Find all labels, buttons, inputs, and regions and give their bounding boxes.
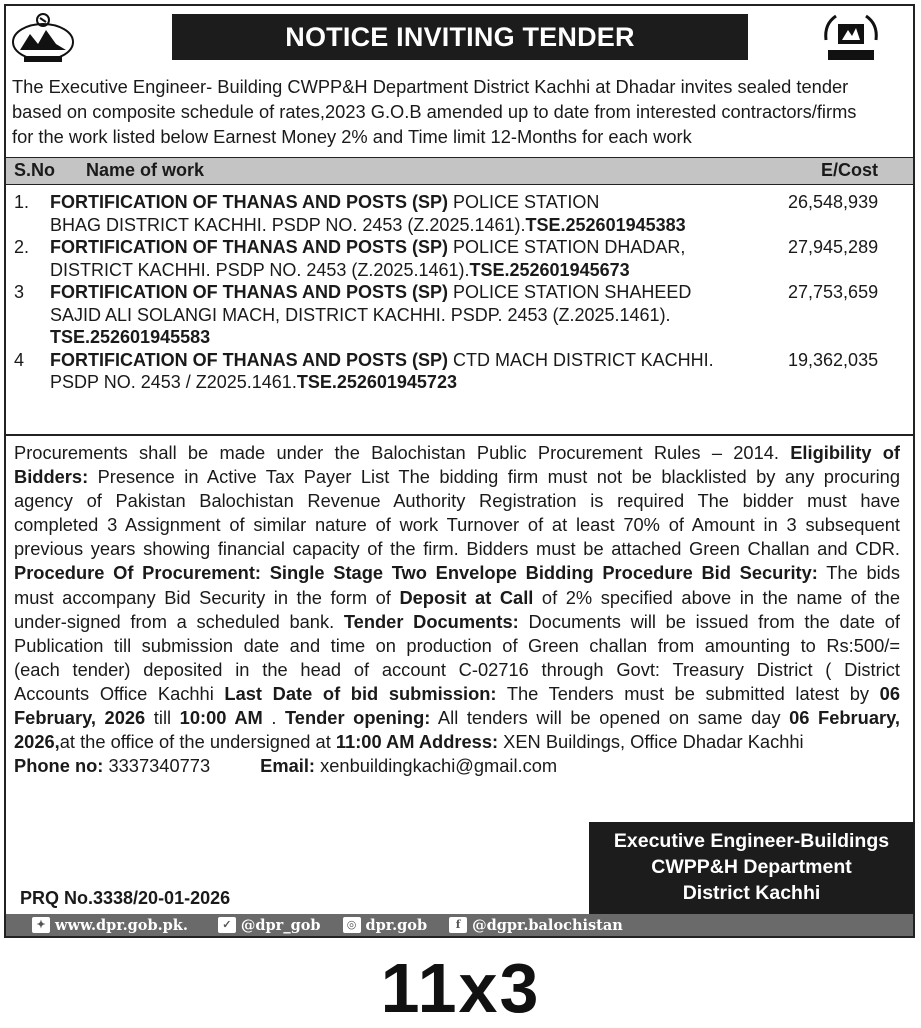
footer-facebook[interactable] — [449, 917, 623, 934]
body-line: Bidders: Presence in Active Tax Payer List The bidding firm must not be blacklisted by any procuring — [14, 466, 900, 488]
body-line: agency of Pakistan Balochistan Revenue Authority Registration is required The bidder must have — [14, 490, 900, 512]
phone-label: Phone no: — [14, 755, 104, 777]
signature-title: Executive Engineer-Buildings — [613, 830, 890, 852]
body-line: must accompany Bid Security in the form of Deposit at Call of 2% specified above in the name of the — [14, 586, 901, 608]
section-divider — [6, 434, 913, 436]
work-psdp: BHAG DISTRICT KACHHI. PSDP NO. 2453 (Z.2025.1461). — [50, 214, 526, 235]
table-row — [12, 191, 907, 236]
body-line: Publication till submission date and time on production of Green challan from amounting to Rs:500/= — [14, 634, 900, 656]
intro-line: based on composite schedule of rates,2023 G.O.B amended up to date from interested contractors/firms — [12, 101, 857, 122]
estimated-cost: 26,548,939 — [788, 192, 879, 212]
body-line: previous years showing financial capacity of the firm. Bidders must be attached Green Challan and CDR. — [14, 538, 900, 560]
facebook-icon: f — [449, 917, 467, 933]
work-name — [50, 281, 750, 349]
signature-block — [589, 822, 914, 914]
work-title: FORTIFICATION OF THANAS AND POSTS (SP) — [50, 192, 448, 212]
ad-size-code: 11x3 — [380, 949, 541, 1027]
phone-number[interactable]: 3337340773 — [103, 755, 211, 777]
body-line: (each tender) deposited in the head of account C-02716 through Govt: Treasury District ( District — [14, 658, 900, 680]
signature-department: CWPP&H Department — [651, 856, 852, 878]
balochistan-emblem-icon — [10, 10, 76, 66]
intro-line: for the work listed below Earnest Money 2% and Time limit 12-Months for each work — [12, 126, 692, 147]
instagram-icon: ◎ — [343, 917, 361, 933]
work-location: POLICE STATION SHAHEED — [448, 282, 692, 302]
tse-number: TSE.252601945723 — [296, 372, 457, 392]
tse-number: TSE.252601945583 — [50, 327, 211, 347]
body-line: Procurements shall be made under the Balochistan Public Procurement Rules – 2014. Eligibility of — [14, 442, 900, 463]
estimated-cost: 27,753,659 — [788, 282, 879, 302]
work-name — [50, 191, 750, 236]
body-line: Accounts Office Kachhi Last Date of bid submission: The Tenders must be submitted latest by 06 — [14, 682, 901, 704]
notice-title: NOTICE INVITING TENDER — [172, 14, 748, 60]
work-name — [50, 236, 750, 281]
work-psdp: DISTRICT KACHHI. PSDP NO. 2453 (Z.2025.1461). — [50, 259, 470, 280]
work-name — [50, 349, 750, 394]
col-name-of-work: Name of work — [86, 160, 205, 180]
table-row — [12, 236, 907, 281]
tse-number: TSE.252601945673 — [469, 259, 630, 280]
body-line: 2026,at the office of the undersigned at 11:00 AM Address: XEN Buildings, Office Dhadar Kachhi — [14, 731, 804, 753]
website-link[interactable]: www.dpr.gob.pk. — [55, 916, 188, 934]
works-table-header — [6, 157, 913, 185]
col-ecost: E/Cost — [821, 160, 879, 180]
row-number: 1. — [14, 192, 30, 212]
table-row — [12, 349, 907, 394]
instagram-handle[interactable]: dpr.gob — [365, 916, 428, 934]
intro-paragraph — [12, 74, 907, 149]
twitter-icon: ✓ — [218, 917, 236, 933]
body-line: February, 2026 till 10:00 AM . Tender opening: All tenders will be opened on same day 06 February, — [14, 707, 901, 729]
estimated-cost: 27,945,289 — [788, 237, 879, 257]
twitter-handle[interactable]: @dpr_gob — [240, 916, 321, 934]
work-psdp: SAJID ALI SOLANGI MACH, DISTRICT KACHHI. PSDP. 2453 (Z.2025.1461). — [50, 304, 671, 325]
email-address[interactable]: xenbuildingkachi@gmail.com — [315, 755, 558, 777]
row-number: 2. — [14, 237, 30, 257]
body-line: under-signed from a scheduled bank. Tender Documents: Documents will be issued from the date of — [14, 610, 900, 632]
works-table — [12, 191, 907, 394]
work-location: CTD MACH DISTRICT KACHHI. — [448, 349, 714, 370]
work-location: POLICE STATION DHADAR, — [448, 237, 686, 257]
work-title: FORTIFICATION OF THANAS AND POSTS (SP) — [50, 282, 448, 302]
tender-conditions — [14, 441, 900, 778]
footer-instagram[interactable] — [343, 917, 428, 934]
facebook-handle[interactable]: @dgpr.balochistan — [472, 916, 623, 934]
work-title: FORTIFICATION OF THANAS AND POSTS (SP) — [50, 349, 448, 370]
work-psdp: PSDP NO. 2453 / Z2025.1461. — [50, 372, 297, 392]
col-sno: S.No — [14, 160, 56, 180]
contact-line — [14, 754, 900, 778]
tse-number: TSE.252601945383 — [525, 214, 686, 235]
intro-line: The Executive Engineer- Building CWPP&H Department District Kachhi at Dhadar invites sealed tender — [12, 76, 849, 97]
work-location: POLICE STATION — [448, 192, 600, 212]
email-label: Email: — [260, 755, 316, 777]
row-number: 4 — [14, 349, 25, 370]
body-line: Procedure Of Procurement: Single Stage Two Envelope Bidding Procedure Bid Security: The bids — [14, 562, 900, 584]
estimated-cost: 19,362,035 — [788, 349, 879, 370]
work-title: FORTIFICATION OF THANAS AND POSTS (SP) — [50, 237, 448, 257]
table-row — [12, 281, 907, 349]
footer-twitter[interactable] — [218, 917, 321, 934]
row-number: 3 — [14, 282, 25, 302]
globe-icon: ✦ — [32, 917, 50, 933]
signature-district: District Kachhi — [682, 882, 821, 904]
body-line: completed 3 Assignment of similar nature of work Turnover of at least 70% of Amount in 3 subsequent — [14, 514, 900, 536]
footer-bar — [6, 914, 913, 936]
department-emblem-icon — [818, 10, 884, 66]
footer-website[interactable] — [32, 917, 188, 934]
prq-number: PRQ No.3338/20-01-2026 — [20, 888, 231, 908]
